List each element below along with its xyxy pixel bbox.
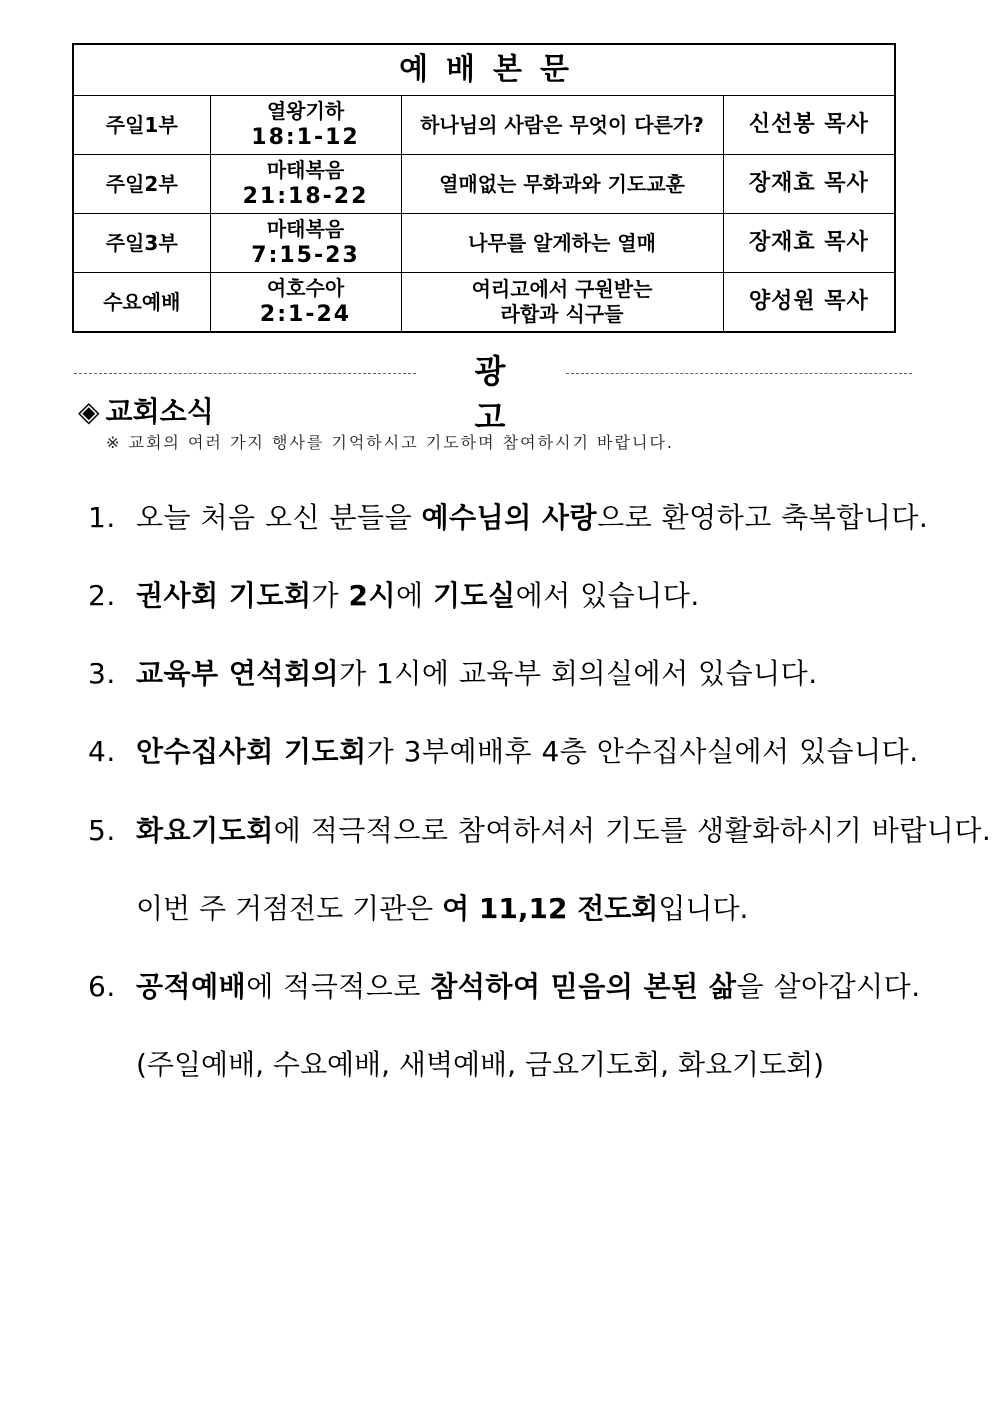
service-name: 주일1부 <box>73 96 210 155</box>
sermon-title: 나무를 알게하는 열매 <box>401 214 723 273</box>
announcements-heading: 광고 <box>474 352 536 436</box>
item-text: 입니다. <box>658 892 749 925</box>
announcement-item <box>88 809 991 849</box>
service-name: 주일2부 <box>73 155 210 214</box>
item-number: 5. <box>88 814 116 847</box>
item-number: 2. <box>88 579 116 612</box>
item-emphasis: 공적예배 <box>136 970 247 1003</box>
sermon-table <box>72 43 896 333</box>
preacher: 신선봉 목사 <box>723 96 895 155</box>
item-text: 가 3부예배후 4층 안수집사실에서 있습니다. <box>366 735 919 768</box>
item-emphasis: 안수집사회 기도회 <box>136 735 367 768</box>
scripture-ref: 21:18-22 <box>242 183 369 209</box>
item-emphasis: 권사회 기도회 <box>136 579 312 612</box>
scripture-ref: 2:1-24 <box>259 301 352 327</box>
item-emphasis: 2시 <box>348 579 397 612</box>
service-name: 수요예배 <box>73 273 210 333</box>
item-text: (주일예배, 수요예배, 새벽예배, 금요기도회, 화요기도회) <box>136 1048 825 1081</box>
preacher: 장재효 목사 <box>723 155 895 214</box>
preacher: 장재효 목사 <box>723 214 895 273</box>
scripture-book: 마태복음 <box>266 216 345 241</box>
item-number: 1. <box>88 501 116 534</box>
item-number: 4. <box>88 735 116 768</box>
table-row <box>73 155 895 214</box>
scripture-cell <box>210 96 401 155</box>
scripture-book: 여호수아 <box>266 275 345 300</box>
sermon-title: 여리고에서 구원받는 <box>471 277 653 301</box>
item-text: 에 <box>396 579 433 612</box>
scripture-ref: 7:15-23 <box>251 242 360 268</box>
item-emphasis: 기도실 <box>432 579 516 612</box>
scripture-cell <box>210 214 401 273</box>
table-row <box>73 273 895 333</box>
item-text: 에 적극적으로 <box>246 970 431 1003</box>
item-emphasis: 예수님의 사랑 <box>421 501 598 534</box>
scripture-book: 열왕기하 <box>266 98 345 123</box>
scripture-book: 마태복음 <box>266 157 345 182</box>
diamond-bullet-icon: ◈ <box>78 395 100 428</box>
scripture-cell <box>210 155 401 214</box>
divider-left <box>74 373 416 374</box>
item-text: 에서 있습니다. <box>515 579 700 612</box>
sermon-title-cell <box>401 273 723 333</box>
item-text: 이번 주 거점전도 기관은 <box>136 892 443 925</box>
church-news-note: ※ 교회의 여러 가지 행사를 기억하시고 기도하며 참여하시기 바랍니다. <box>106 433 674 452</box>
scripture-cell <box>210 273 401 333</box>
sermon-table-title: 예배본문 <box>73 44 895 96</box>
item-text: 가 <box>311 579 349 612</box>
announcement-item <box>88 496 928 536</box>
item-text: 을 살아갑시다. <box>736 970 921 1003</box>
announcement-item <box>88 965 921 1005</box>
church-news-title: 교회소식 <box>105 395 214 428</box>
item-number: 6. <box>88 970 116 1003</box>
item-text: 가 1시에 교육부 회의실에서 있습니다. <box>339 657 818 690</box>
preacher: 양성원 목사 <box>723 273 895 333</box>
table-row <box>73 214 895 273</box>
item-text: 으로 환영하고 축복합니다. <box>597 501 929 534</box>
item-text: 에 적극적으로 참여하셔서 기도를 생활화하시기 바랍니다. <box>273 814 992 847</box>
item-emphasis: 참석하여 믿음의 본된 삶 <box>430 970 737 1003</box>
announcement-item <box>88 574 700 614</box>
sermon-title: 하나님의 사람은 무엇이 다른가? <box>401 96 723 155</box>
announcement-continuation <box>136 1043 824 1083</box>
service-name: 주일3부 <box>73 214 210 273</box>
announcement-item <box>88 730 919 770</box>
table-row <box>73 96 895 155</box>
item-emphasis: 교육부 연석회의 <box>136 657 340 690</box>
divider-right <box>566 373 912 374</box>
item-text: 오늘 처음 오신 분들을 <box>136 501 422 534</box>
item-emphasis: 화요기도회 <box>136 814 274 847</box>
sermon-title: 열매없는 무화과와 기도교훈 <box>401 155 723 214</box>
church-news-heading <box>78 390 214 430</box>
announcement-item <box>88 652 818 692</box>
item-number: 3. <box>88 657 116 690</box>
item-emphasis: 여 11,12 전도회 <box>442 892 659 925</box>
sermon-title-line2: 라합과 식구들 <box>500 302 624 326</box>
scripture-ref: 18:1-12 <box>251 124 360 150</box>
announcement-continuation <box>136 887 748 927</box>
